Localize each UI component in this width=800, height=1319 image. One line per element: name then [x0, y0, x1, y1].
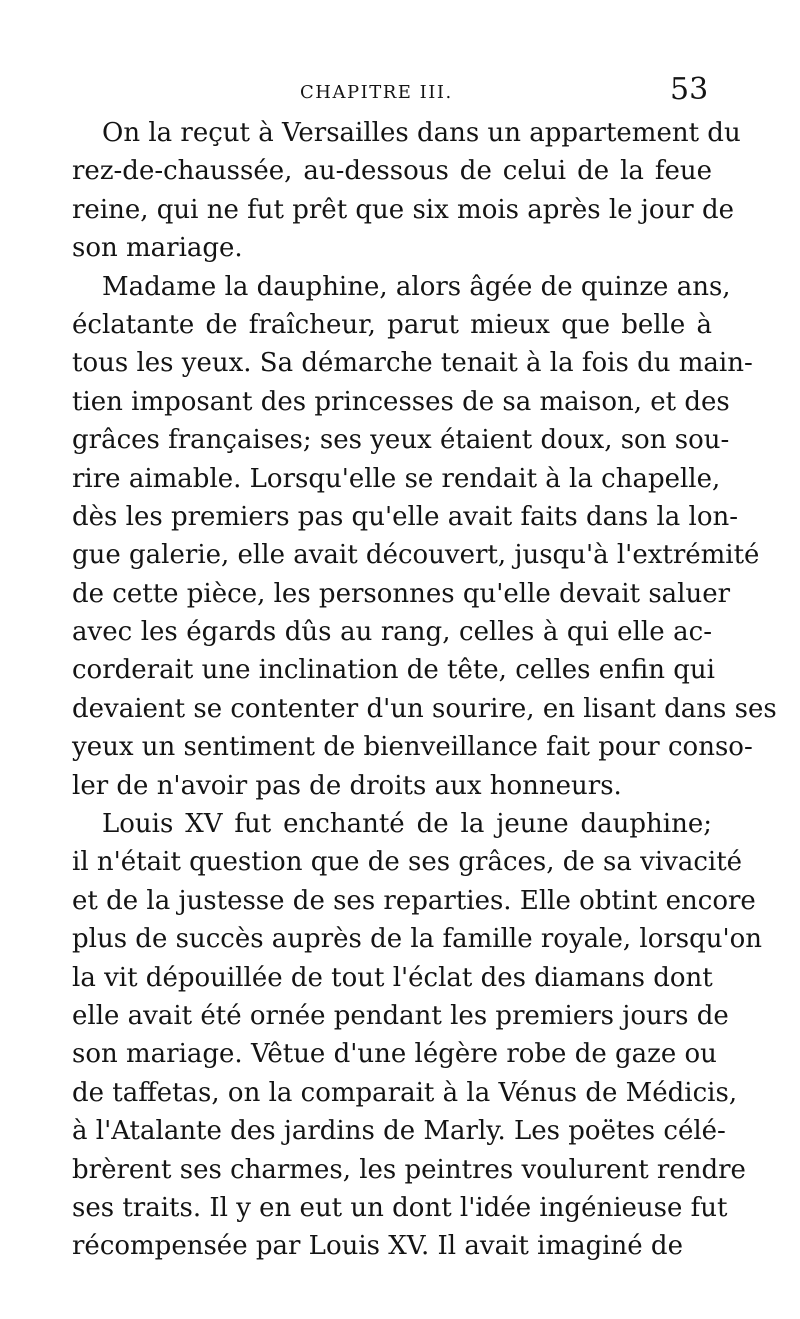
text-line: avec les égards dûs au rang, celles à qui elle ac- — [72, 617, 712, 648]
text-line: et de la justesse de ses reparties. Elle obtint encore — [72, 885, 756, 916]
body-text — [72, 114, 777, 1266]
text-line: brèrent ses charmes, les peintres voulurent rendre — [72, 1154, 746, 1185]
text-line: son mariage. Vêtue d'une légère robe de gaze ou — [72, 1039, 717, 1070]
text-line: tous les yeux. Sa démarche tenait à la fois du main- — [72, 348, 753, 379]
running-head: CHAPITRE III. — [300, 82, 453, 103]
text-line: plus de succès auprès de la famille royale, lorsqu'on — [72, 924, 763, 955]
text-line: de cette pièce, les personnes qu'elle devait saluer — [72, 578, 731, 609]
text-line: reine, qui ne fut prêt que six mois après le jour de — [72, 194, 734, 225]
text-line: grâces françaises; ses yeux étaient doux, son sou- — [72, 425, 730, 456]
text-line: yeux un sentiment de bienveillance fait pour conso- — [72, 732, 753, 763]
text-line: à l'Atalante des jardins de Marly. Les poëtes célé- — [72, 1116, 726, 1147]
text-line: son mariage. — [72, 233, 243, 264]
text-line: On la reçut à Versailles dans un appartement du — [102, 118, 741, 148]
text-line: rire aimable. Lorsqu'elle se rendait à la chapelle, — [72, 463, 721, 494]
text-line: ler de n'avoir pas de droits aux honneurs. — [72, 770, 622, 801]
text-line: de taffetas, on la comparait à la Vénus de Médicis, — [72, 1077, 738, 1108]
text-line: devaient se contenter d'un sourire, en lisant dans ses — [72, 693, 777, 724]
text-line: elle avait été ornée pendant les premiers jours de — [72, 1000, 729, 1031]
text-line: tien imposant des princesses de sa maison, et des — [72, 386, 730, 417]
text-line: ses traits. Il y en eut un dont l'idée ingénieuse fut — [72, 1192, 728, 1223]
text-line: dès les premiers pas qu'elle avait faits dans la lon- — [72, 501, 739, 532]
text-line: Louis XV fut enchanté de la jeune dauphine; — [102, 809, 712, 840]
text-line: la vit dépouillée de tout l'éclat des diamans dont — [72, 962, 713, 993]
text-line: gue galerie, elle avait découvert, jusqu'à l'extrémité — [72, 540, 760, 571]
text-line: corderait une inclination de tête, celles enfin qui — [72, 655, 715, 686]
page-number: 53 — [670, 72, 709, 107]
text-line: rez-de-chaussée, au-dessous de celui de la feue — [72, 156, 712, 187]
text-line: Madame la dauphine, alors âgée de quinze ans, — [102, 271, 731, 302]
text-line: il n'était question que de ses grâces, de sa vivacité — [72, 847, 743, 878]
text-line: récompensée par Louis XV. Il avait imaginé de — [72, 1231, 683, 1262]
text-line: éclatante de fraîcheur, parut mieux que belle à — [72, 309, 712, 340]
page-header — [0, 72, 800, 112]
